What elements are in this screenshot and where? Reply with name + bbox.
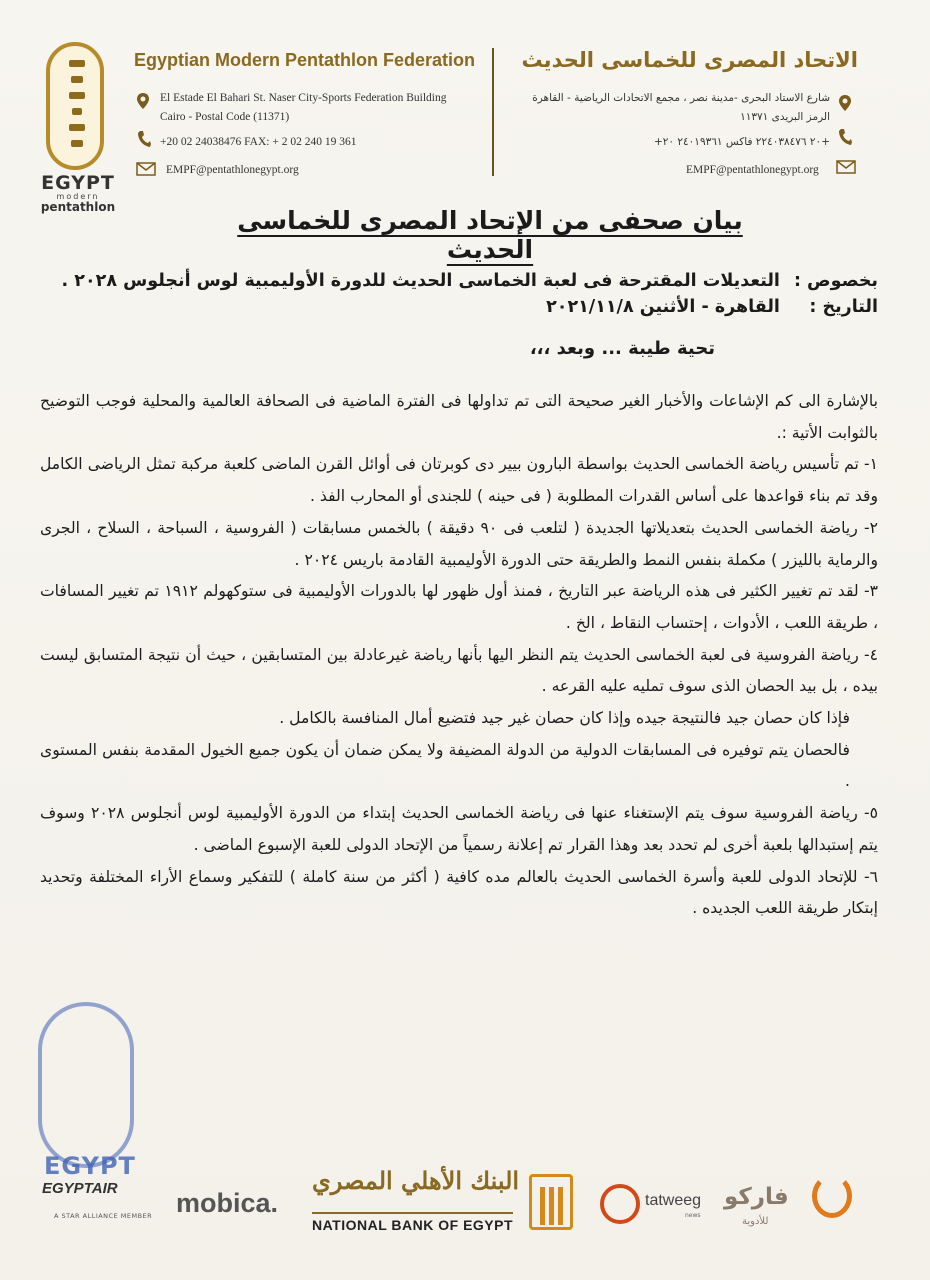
document-title: بيان صحفى من الإتحاد المصرى للخماسى الحديث [237,206,743,264]
cartouche-icon [46,42,104,170]
email-ar[interactable]: EMPF@pentathlonegypt.org [686,164,819,176]
email-icon-ar [836,160,856,174]
header-divider [492,48,494,176]
stamp-word: EGYPT [44,1152,136,1180]
address-en-line2: Cairo - Postal Code (11371) [160,111,290,123]
pharco-icon [812,1174,852,1218]
location-pin-icon [136,92,150,110]
email-icon [136,162,156,176]
logo-line2: modern [56,192,100,201]
pharco-logo: فاركو [724,1184,789,1210]
point-1: ١- تم تأسيس رياضة الخماسى الحديث بواسطة البارون بيير دى كوبرتان فى أوائل القرن الماضى كلعبة مركبة تمثل الرياضى الكامل وقد تم بناء قواعدها على أساس القدرات المطلوبة ( فى حينه ) للجندى أو المحارب الفذ . [40,455,878,506]
egyptair-subtitle: A STAR ALLIANCE MEMBER [54,1212,153,1220]
point-3: ٣- لقد تم تغيير الكثير فى هذه الرياضة عبر التاريخ ، فمنذ أول ظهور لها بالدورات الأوليمبية فى ستوكهولم ١٩١٢ تم تغيير المسافات ، طريقة اللعب ، الأدوات ، إحتساب النقاط ، الخ . [40,582,878,632]
phone-en: +20 02 24038476 FAX: + 2 02 240 19 361 [160,136,357,148]
point-4-detail-1: فإذا كان حصان جيد فالنتيجة جيده وإذا كان حصان غير جيد فتضيع أمال المنافسة بالكامل . [279,709,850,728]
point-4-detail-2: فالحصان يتم توفيره فى المسابقات الدولية من الدولة المضيفة ولا يمكن ضمان أن يكون جميع الخيول المقدمة بنفس المستوى . [40,740,850,791]
point-4: ٤- رياضة الفروسية فى لعبة الخماسى الحديث يتم النظر اليها بأنها رياضة غيرعادلة بين المتسابقين ، حيث أن نتيجة المتسابق ليست بيده ، بل بيد الحصان الذى سوف تمليه عليه القرعه . [40,645,878,696]
date-value: القاهرة - الأثنين ٢٠٢١/١١/٨ [546,297,780,317]
point-2: ٢- رياضة الخماسى الحديث بتعديلاتها الجديدة ( لتلعب فى ٩٠ دقيقة ) بالخمس مسابقات ( الفروسية ، السباحة ، السلاح ، الجرى والرماية بالليزر ) مكملة بنفس النمط والطريقة حتى الدورة الأوليمبية القادمة باريس ٢٠٢٤ . [40,518,879,569]
pharco-subtitle: للأدوية [742,1216,769,1227]
egyptair-logo: EGYPTAIR [42,1180,118,1197]
subject-label: بخصوص : [793,271,878,291]
location-pin-icon-ar [838,94,852,112]
federation-name-en: Egyptian Modern Pentathlon Federation [134,50,476,70]
logo-word: EGYPT [41,172,115,194]
greeting: تحية طيبة ... وبعد ،،، [529,338,715,359]
address-ar-line1: شارع الاستاد البحرى -مدينة نصر ، مجمع الاتحادات الرياضية - القاهرة [532,92,830,104]
tatweeg-icon [600,1184,640,1224]
address-en-line1: El Estade El Bahari St. Naser City-Sports Federation Building [160,92,447,104]
subject-value: التعديلات المقترحة فى لعبة الخماسى الحديث للدورة الأوليمبية لوس أنجلوس ٢٠٢٨ . [61,271,780,291]
email-en[interactable]: EMPF@pentathlonegypt.org [166,164,299,176]
nbe-name-ar: البنك الأهلي المصري [312,1166,520,1195]
letter-body [40,386,878,925]
nbe-icon [529,1174,573,1230]
official-stamp [38,1002,134,1168]
subject-line [62,271,878,291]
logo-line3: pentathlon [40,200,116,214]
federation-name-ar: الاتحاد المصرى للخماسى الحديث [521,48,858,72]
date-line [546,297,878,317]
phone-icon-ar [838,128,852,146]
nbe-name-en: NATIONAL BANK OF EGYPT [312,1212,513,1233]
point-6: ٦- للإتحاد الدولى للعبة وأسرة الخماسى الحديث بالعالم مده كافية ( أكثر من سنة كاملة ) للتفكير وسماع الأراء المختلفة وتحديد إبتكار طريقة اللعب الجديده . [40,867,878,918]
tatweeg-subtitle: news [685,1212,701,1219]
mobica-logo: mobica. [176,1188,279,1218]
intro-paragraph: بالإشارة الى كم الإشاعات والأخبار الغير صحيحة التى تم تداولها فى الفترة الماضية فى الصحافة العالمية والمحلية فوجب التوضيح بالثوابت الأتية :. [40,392,878,442]
phone-icon [137,130,151,148]
date-label: التاريخ : [809,297,878,317]
tatweeg-logo: tatweeg [645,1192,702,1209]
address-ar-line2: الرمز البريدى ١١٣٧١ [740,111,830,123]
point-5: ٥- رياضة الفروسية سوف يتم الإستغناء عنها فى رياضة الخماسى الحديث إبتداء من الدورة الأوليمبية لوس أنجلوس ٢٠٢٨ وسوف يتم إستبدالها بلعبة أخرى لم تحدد بعد وهذا القرار تم إعلانة رسمياً من الإتحاد الدولى للعبة الإسبوع الماضى . [40,804,878,854]
phone-ar: +٢٠ ٢٢٤٠٣٨٤٧٦ فاكس ٢٤٠١٩٣٦١ ٢٠+ [653,136,830,148]
federation-logo [38,42,118,212]
